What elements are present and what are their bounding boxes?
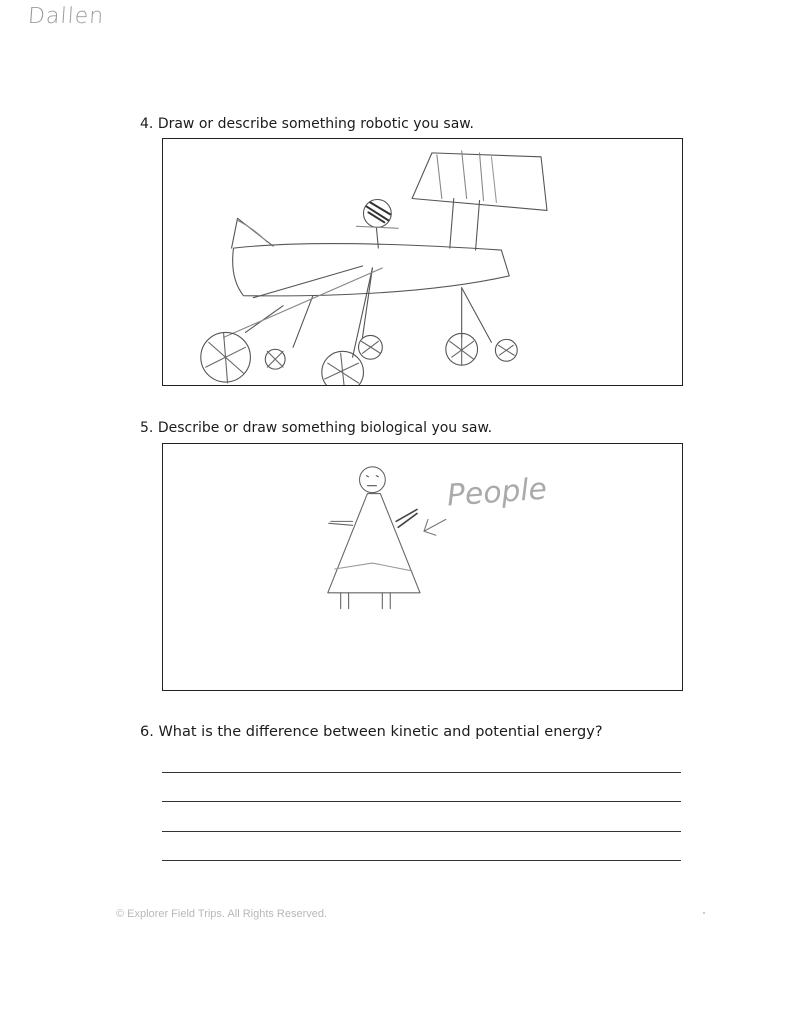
question-6 — [140, 724, 603, 740]
question-5-number: 5. — [140, 420, 154, 436]
question-5 — [140, 420, 492, 436]
question-6-text: What is the difference between kinetic and potential energy? — [158, 724, 603, 740]
student-name: Dallen — [27, 4, 105, 29]
answer-line-2[interactable] — [162, 801, 681, 802]
scan-speck — [703, 912, 705, 914]
question-4-number: 4. — [140, 116, 154, 132]
copyright-footer: © Explorer Field Trips. All Rights Reserved. — [116, 908, 328, 920]
drawing-box-robotic — [162, 138, 683, 386]
answer-line-3[interactable] — [162, 831, 681, 832]
question-4 — [140, 116, 474, 132]
people-label: People — [445, 471, 549, 514]
rover-drawing — [163, 139, 682, 385]
question-4-text: Draw or describe something robotic you saw. — [157, 116, 474, 132]
question-6-number: 6. — [140, 724, 154, 740]
question-5-text: Describe or draw something biological you saw. — [157, 420, 493, 436]
person-drawing — [163, 444, 682, 690]
answer-line-4[interactable] — [162, 860, 681, 861]
drawing-box-biological — [162, 443, 683, 691]
answer-line-1[interactable] — [162, 772, 681, 773]
